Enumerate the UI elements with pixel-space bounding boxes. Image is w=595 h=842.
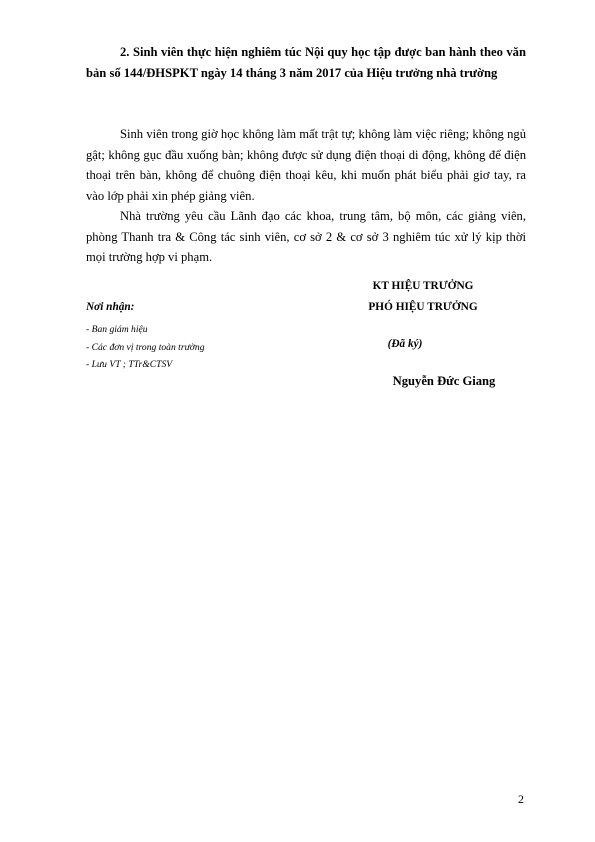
signature-title-kt: KT HIỆU TRƯỞNG bbox=[372, 280, 474, 292]
recipients-list bbox=[86, 321, 205, 374]
signature-signed-mark: (Đã ký) bbox=[387, 338, 423, 350]
section-heading: 2. Sinh viên thực hiện nghiêm túc Nội quy học tập được ban hành theo văn bản số 144/ĐHSPKT ngày 14 tháng 3 năm 2017 của Hiệu trưởng nhà trường bbox=[86, 45, 526, 80]
recipient-item: - Ban giám hiệu bbox=[86, 324, 148, 335]
recipient-item: - Các đơn vị trong toàn trường bbox=[86, 341, 205, 353]
recipients-title: Nơi nhận: bbox=[86, 301, 135, 313]
recipient-item: - Lưu VT ; TTr&CTSV bbox=[86, 359, 173, 370]
body-paragraph-rules: Sinh viên trong giờ học không làm mất trật tự; không làm việc riêng; không ngủ gật; không gục đầu xuống bàn; không được sử dụng điện thoại di động, không để điện thoại trên bàn, không để chuông điện thoại kêu, khi muốn phát biểu phải giơ tay, ra vào lớp phải xin phép giảng viên. bbox=[86, 127, 526, 203]
page-number: 2 bbox=[518, 792, 524, 806]
signatory-name: Nguyễn Đức Giang bbox=[392, 374, 496, 388]
signature-title-pho: PHÓ HIỆU TRƯỞNG bbox=[368, 301, 478, 313]
body-paragraph-request: Nhà trường yêu cầu Lãnh đạo các khoa, trung tâm, bộ môn, các giảng viên, phòng Thanh tra & Công tác sinh viên, cơ sở 2 & cơ sở 3 nghiêm túc xử lý kịp thời mọi trường hợp vi phạm. bbox=[86, 209, 526, 264]
